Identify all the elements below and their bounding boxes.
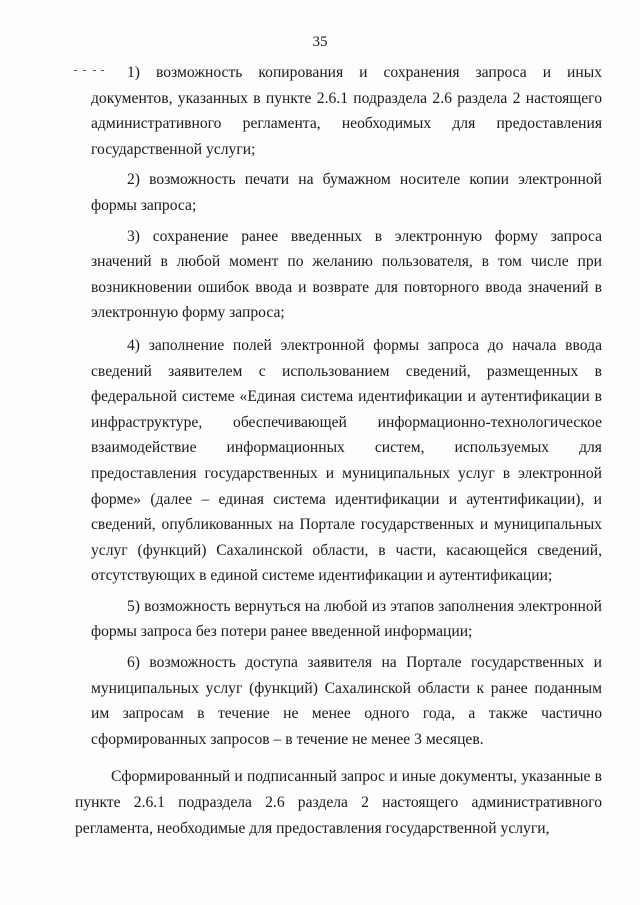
page-number: 35 — [312, 34, 328, 50]
paragraph-item-6: 6) возможность доступа заявителя на Портале государственных и муниципальных услуг (функций) Сахалинской области к ранее поданным им запросам в течение не менее одного года, а также частично сформированных запросов – в течение не менее 3 месяцев. — [91, 654, 602, 748]
paragraph-item-4: 4) заполнение полей электронной формы запроса до начала ввода сведений заявителем с использованием сведений, размещенных в федеральной системе «Единая система идентификации и аутентификации в инфраструктуре, обеспечивающей информационно-технологическое взаимодействие информационных систем, используемых для предоставления государственных и муниципальных услуг в электронной форме» (далее – единая система идентификации и аутентификации), и сведений, опубликованных на Портале государственных и муниципальных услуг (функций) Сахалинской области, в части, касающейся сведений, отсутствующих в единой системе идентификации и аутентификации; — [91, 336, 602, 585]
paragraph-item-5: 5) возможность вернуться на любой из этапов заполнения электронной формы запроса без потери ранее введенной информации; — [91, 597, 602, 641]
paragraph-continuation: Сформированный и подписанный запрос и иные документы, указанные в пункте 2.6.1 подраздела 2.6 раздела 2 настоящего административного регламента, необходимые для предоставления государственной услуги, — [75, 768, 602, 837]
paragraph-item-3: 3) сохранение ранее введенных в электронную форму запроса значений в любой момент по желанию пользователя, в том числе при возникновении ошибок ввода и возврате для повторного ввода значений в электронную форму запроса; — [91, 227, 602, 322]
paragraph-item-2: 2) возможность печати на бумажном носителе копии электронной формы запроса; — [91, 171, 602, 214]
paragraph-item-1: 1) возможность копирования и сохранения запроса и иных документов, указанных в пункте 2.6.1 подраздела 2.6 раздела 2 настоящего административного регламента, необходимых для предоставления государственной услуги; — [91, 64, 602, 158]
document-body — [75, 60, 602, 841]
